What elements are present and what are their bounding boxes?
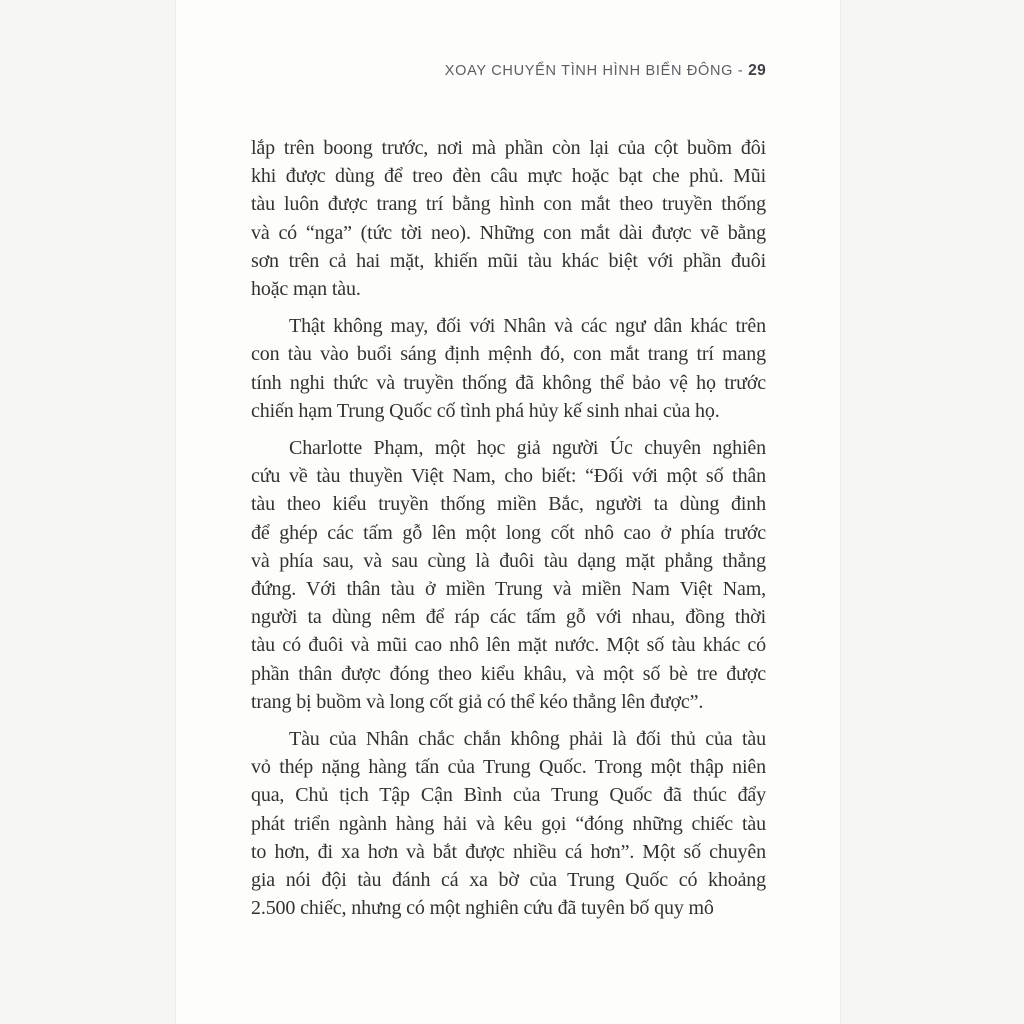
page-number: 29 xyxy=(748,62,766,79)
text-line: to hơn, đi xa hơn và bắt được nhiều cá hơn”. Một số chuyên xyxy=(251,840,766,863)
running-header-title: XOAY CHUYỂN TÌNH HÌNH BIỂN ĐÔNG xyxy=(444,63,734,79)
running-header xyxy=(251,62,766,80)
text-line: phát triển ngành hàng hải và kêu gọi “đóng những chiếc tàu xyxy=(251,812,766,835)
text-line: lắp trên boong trước, nơi mà phần còn lại của cột buồm đôi xyxy=(251,137,766,159)
text-line: khi được dùng để treo đèn câu mực hoặc bạt che phủ. Mũi xyxy=(251,165,766,188)
text-line: người ta dùng nêm để ráp các tấm gỗ với nhau, đồng thời xyxy=(251,606,766,629)
paragraph xyxy=(251,725,766,922)
text-line: đứng. Với thân tàu ở miền Trung và miền Nam Việt Nam, xyxy=(251,578,766,601)
paragraph xyxy=(251,134,766,303)
text-line: tính nghi thức và truyền thống đã không thể bảo vệ họ trước xyxy=(251,371,766,394)
text-line: con tàu vào buổi sáng định mệnh đó, con mắt trang trí mang xyxy=(251,343,766,366)
text-line: sơn trên cả hai mặt, khiến mũi tàu khác biệt với phần đuôi xyxy=(251,249,766,272)
text-line: và có “nga” (tức tời neo). Những con mắt dài được vẽ bằng xyxy=(251,221,766,244)
text-line: để ghép các tấm gỗ lên một long cốt nhô cao ở phía trước xyxy=(251,521,766,544)
text-line: tàu theo kiểu truyền thống miền Bắc, người ta dùng đinh xyxy=(251,493,766,516)
running-header-dash: - xyxy=(737,63,744,79)
text-line: và phía sau, và sau cùng là đuôi tàu dạng mặt phẳng thẳng xyxy=(251,549,766,572)
text-line: tàu luôn được trang trí bằng hình con mắt theo truyền thống xyxy=(251,193,766,216)
text-line: cứu về tàu thuyền Việt Nam, cho biết: “Đối với một số thân xyxy=(251,465,766,488)
text-line: phần thân được đóng theo kiểu khâu, và một số bè tre được xyxy=(251,662,766,685)
text-line: gia nói đội tàu đánh cá xa bờ của Trung Quốc có khoảng xyxy=(251,869,766,892)
book-page xyxy=(175,0,841,1024)
text-line: Thật không may, đối với Nhân và các ngư dân khác trên xyxy=(289,315,766,338)
text-line: chiến hạm Trung Quốc cố tình phá hủy kế sinh nhai của họ. xyxy=(251,399,720,422)
text-line: trang bị buồm và long cốt giả có thể kéo thẳng lên được”. xyxy=(251,690,704,713)
text-line: Tàu của Nhân chắc chắn không phải là đối thủ của tàu xyxy=(289,728,766,751)
body-text xyxy=(251,134,766,922)
text-line: hoặc mạn tàu. xyxy=(251,278,361,301)
text-line: Charlotte Phạm, một học giả người Úc chuyên nghiên xyxy=(289,437,766,460)
text-line: vỏ thép nặng hàng tấn của Trung Quốc. Trong một thập niên xyxy=(251,756,766,779)
text-line: qua, Chủ tịch Tập Cận Bình của Trung Quốc đã thúc đẩy xyxy=(251,784,766,807)
paragraph xyxy=(251,312,766,425)
paragraph xyxy=(251,434,766,716)
text-line: 2.500 chiếc, nhưng có một nghiên cứu đã tuyên bố quy mô xyxy=(251,897,714,920)
text-line: tàu có đuôi và mũi cao nhô lên mặt nước. Một số tàu khác có xyxy=(251,634,766,657)
